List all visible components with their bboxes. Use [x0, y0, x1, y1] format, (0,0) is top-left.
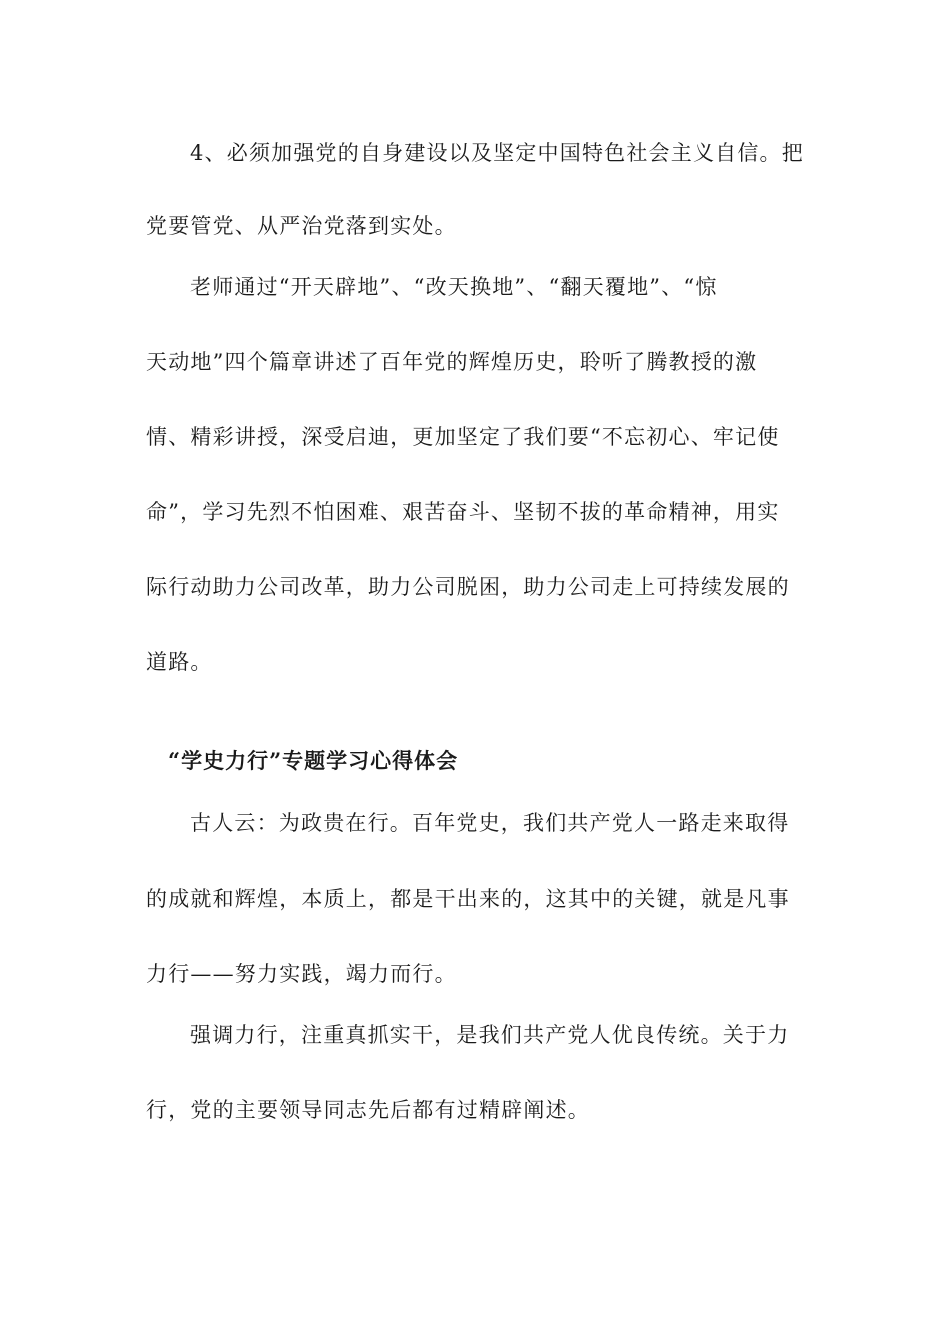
paragraph-line: 4、必须加强党的自身建设以及坚定中国特色社会主义自信。把 [190, 141, 804, 165]
paragraph-line: 强调力行，注重真抓实干，是我们共产党人优良传统。关于力 [190, 1023, 790, 1047]
paragraph-line: 的成就和辉煌，本质上，都是干出来的，这其中的关键，就是凡事 [146, 887, 790, 911]
paragraph-line: 古人云：为政贵在行。百年党史，我们共产党人一路走来取得 [190, 811, 790, 835]
paragraph-line: 天动地”四个篇章讲述了百年党的辉煌历史，聆听了腾教授的激 [146, 350, 758, 374]
paragraph-line: 党要管党、从严治党落到实处。 [146, 214, 457, 238]
paragraph-line: 道路。 [146, 650, 213, 674]
paragraph-line: 情、精彩讲授，深受启迪，更加坚定了我们要“不忘初心、牢记使 [146, 425, 780, 449]
paragraph-line: 命”，学习先烈不怕困难、艰苦奋斗、坚韧不拔的革命精神，用实 [146, 500, 780, 524]
paragraph-line: 行，党的主要领导同志先后都有过精辟阐述。 [146, 1098, 590, 1122]
section-heading: “学史力行”专题学习心得体会 [168, 748, 459, 773]
paragraph-line: 老师通过“开天辟地”、“改天换地”、“翻天覆地”、“惊 [190, 275, 718, 299]
paragraph-line: 力行——努力实践，竭力而行。 [146, 962, 457, 986]
paragraph-line: 际行动助力公司改革，助力公司脱困，助力公司走上可持续发展的 [146, 575, 790, 599]
